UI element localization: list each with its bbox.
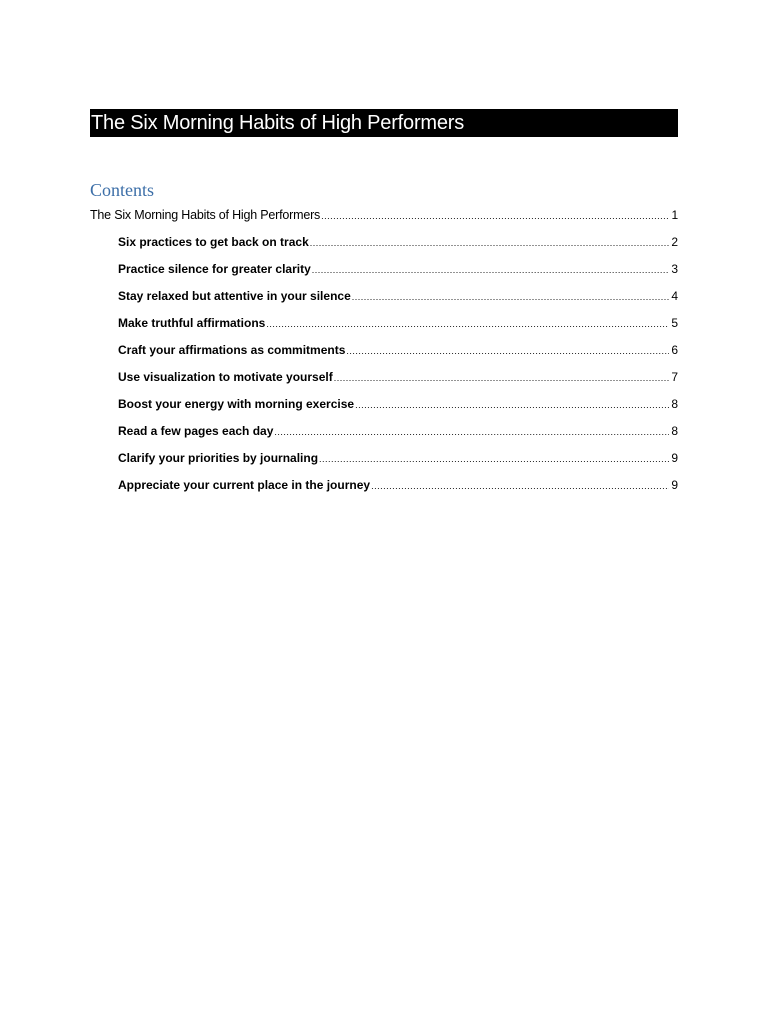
toc-dot-leader bbox=[355, 393, 669, 417]
toc-entry[interactable] bbox=[90, 284, 678, 311]
toc-dot-leader bbox=[312, 258, 669, 282]
toc-dot-leader bbox=[371, 474, 669, 498]
toc-entry[interactable] bbox=[90, 311, 678, 338]
toc-entry[interactable] bbox=[90, 230, 678, 257]
contents-heading: Contents bbox=[90, 180, 155, 200]
toc-page-number[interactable]: 2 bbox=[671, 235, 678, 249]
toc-page-number[interactable]: 7 bbox=[671, 370, 678, 384]
toc-entry[interactable] bbox=[90, 446, 678, 473]
toc-entry-label[interactable]: Make truthful affirmations bbox=[118, 316, 266, 330]
toc-dot-leader bbox=[274, 420, 669, 444]
toc-page-number[interactable]: 9 bbox=[671, 478, 678, 492]
toc-entry-label[interactable]: Clarify your priorities by journaling bbox=[118, 451, 319, 465]
toc-entry[interactable] bbox=[90, 392, 678, 419]
toc-entry-label[interactable]: Use visualization to motivate yourself bbox=[118, 370, 333, 384]
toc-entry[interactable] bbox=[90, 257, 678, 284]
toc-page-number[interactable]: 3 bbox=[671, 262, 678, 276]
toc-dot-leader bbox=[266, 312, 669, 336]
toc-dot-leader bbox=[346, 339, 669, 363]
toc-entry-label[interactable]: Practice silence for greater clarity bbox=[118, 262, 311, 276]
toc-entry-label[interactable]: Read a few pages each day bbox=[118, 424, 274, 438]
toc-entry[interactable] bbox=[90, 338, 678, 365]
toc-entry[interactable] bbox=[90, 419, 678, 446]
toc-page-number[interactable]: 8 bbox=[671, 424, 678, 438]
toc-entry[interactable] bbox=[90, 473, 678, 500]
toc-page-number[interactable]: 8 bbox=[671, 397, 678, 411]
toc-page-number[interactable]: 9 bbox=[671, 451, 678, 465]
table-of-contents bbox=[90, 203, 678, 500]
document-title: The Six Morning Habits of High Performers bbox=[90, 109, 678, 137]
toc-dot-leader bbox=[310, 231, 669, 255]
toc-page-number[interactable]: 4 bbox=[671, 289, 678, 303]
toc-entry[interactable] bbox=[90, 365, 678, 392]
toc-entry-label[interactable]: Appreciate your current place in the journey bbox=[118, 478, 371, 492]
toc-dot-leader bbox=[352, 285, 669, 309]
toc-entry-label[interactable]: Craft your affirmations as commitments bbox=[118, 343, 346, 357]
toc-entry-label[interactable]: Six practices to get back on track bbox=[118, 235, 309, 249]
toc-page-number[interactable]: 5 bbox=[671, 316, 678, 330]
toc-page-number[interactable]: 6 bbox=[671, 343, 678, 357]
toc-entry[interactable] bbox=[90, 203, 678, 230]
toc-dot-leader bbox=[334, 366, 669, 390]
toc-page-number[interactable]: 1 bbox=[671, 208, 678, 222]
toc-entry-label[interactable]: The Six Morning Habits of High Performers bbox=[90, 208, 321, 222]
toc-entry-label[interactable]: Boost your energy with morning exercise bbox=[118, 397, 355, 411]
toc-dot-leader bbox=[319, 447, 669, 471]
toc-entry-label[interactable]: Stay relaxed but attentive in your silence bbox=[118, 289, 351, 303]
toc-dot-leader bbox=[321, 204, 669, 228]
